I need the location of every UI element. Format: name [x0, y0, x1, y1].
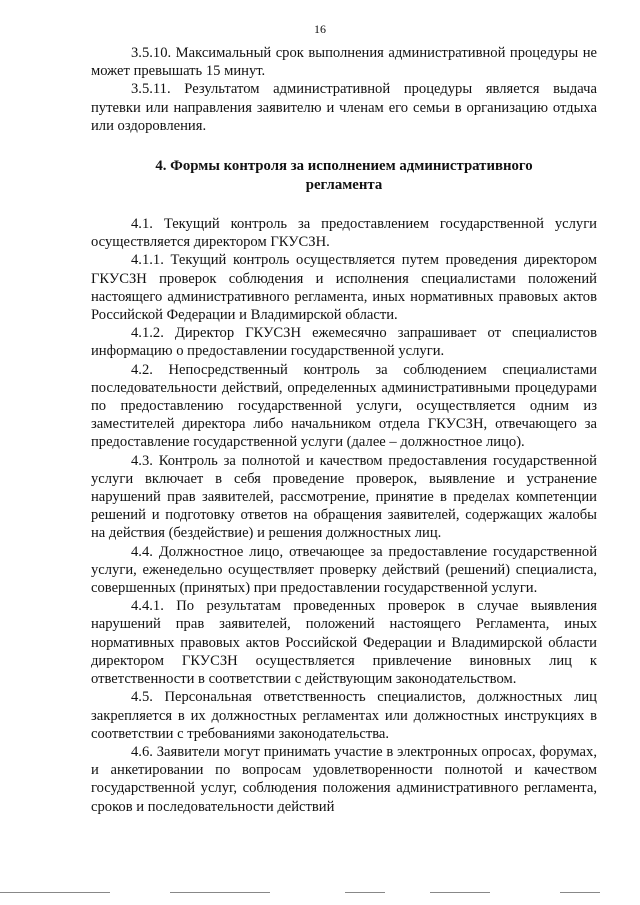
section-heading: 4. Формы контроля за исполнением административного регламента [155, 158, 533, 194]
scan-mark [0, 892, 110, 893]
scan-edge-marks [0, 892, 640, 898]
scan-mark [560, 892, 600, 893]
paragraph-3-5-10: 3.5.10. Максимальный срок выполнения административной процедуры не может превышать 15 минут. [91, 45, 597, 80]
paragraph-4-4-1: 4.4.1. По результатам проведенных проверок в случае выявления нарушений прав заявителей, положений настоящего Регламента, иных нормативных правовых актов Российской Федерации и Владимирской области директором ГКУСЗН осуществляется привлечение виновных лиц к ответственности в соответствии с действующим законодательством. [91, 598, 597, 688]
document-body [91, 44, 597, 816]
paragraph-4-5: 4.5. Персональная ответственность специалистов, должностных лиц закрепляется в их должностных регламентах или должностных инструкциях в соответствии с требованиями законодательства. [91, 689, 597, 742]
paragraph-4-1-1: 4.1.1. Текущий контроль осуществляется путем проведения директором ГКУСЗН проверок соблюдения и исполнения специалистами положений настоящего административного регламента, иных нормативных правовых актов Российской Федерации и Владимирской области. [91, 252, 597, 324]
page-number: 16 [314, 22, 326, 36]
scan-mark [170, 892, 270, 893]
scan-mark [430, 892, 490, 893]
scan-mark [345, 892, 385, 893]
paragraph-4-4: 4.4. Должностное лицо, отвечающее за предоставление государственной услуги, еженедельно осуществляет проверку действий (решений) специалиста, совершенных (принятых) при предоставлении государственной услуги. [91, 543, 597, 597]
paragraph-4-2: 4.2. Непосредственный контроль за соблюдением специалистами последовательности действий, определенных административными процедурами по предоставлению государственной услуги, осуществляется одним из заместителей директора либо начальником отдела ГКУСЗН, отвечающего за предоставление государственной услуги (далее – должностное лицо). [91, 361, 597, 451]
paragraph-4-6: 4.6. Заявители могут принимать участие в электронных опросах, форумах, и анкетировании по вопросам удовлетворенности полнотой и качеством государственной услуг, соблюдения положения административного регламента, сроков и последовательности действий [91, 743, 597, 815]
paragraph-3-5-11: 3.5.11. Результатом административной процедуры является выдача путевки или направления заявителю и членам его семьи в организацию отдыха или оздоровления. [91, 81, 597, 134]
paragraph-4-3: 4.3. Контроль за полнотой и качеством предоставления государственной услуги включает в себя проведение проверок, выявление и устранение нарушений прав заявителей, рассмотрение, принятие в пределах компетенции решений и подготовку ответов на обращения заявителей, содержащих жалобы на действия (бездействие) и решения должностных лиц. [91, 452, 597, 542]
paragraph-4-1: 4.1. Текущий контроль за предоставлением государственной услуги осуществляется директором ГКУСЗН. [91, 216, 597, 251]
paragraph-4-1-2: 4.1.2. Директор ГКУСЗН ежемесячно запрашивает от специалистов информацию о предоставлении государственной услуги. [91, 325, 597, 360]
